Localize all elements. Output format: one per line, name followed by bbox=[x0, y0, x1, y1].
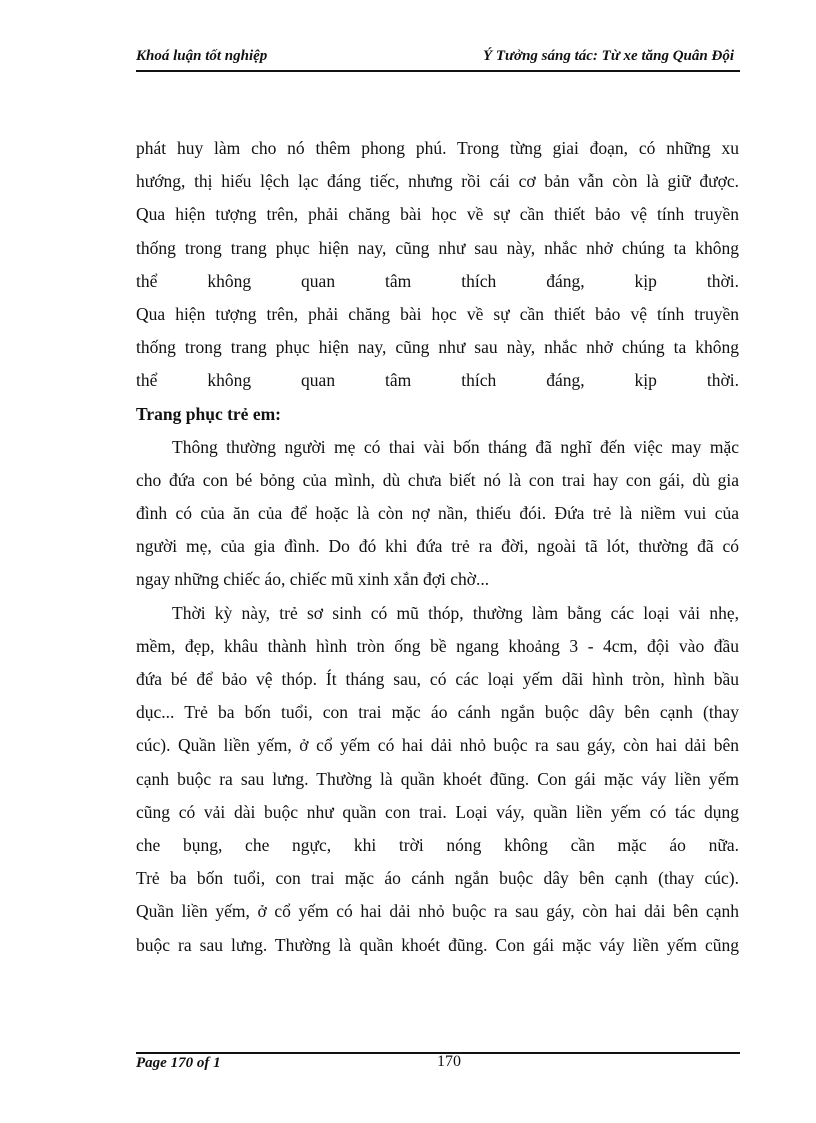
text-line: phát huy làm cho nó thêm phong phú. Trong từng giai đoạn, có những xu bbox=[136, 138, 739, 158]
text-line: Thông thường người mẹ có thai vài bốn tháng đã nghĩ đến việc may mặc bbox=[172, 436, 739, 457]
text-line: thống trong trang phục hiện nay, cũng như sau này, nhắc nhở chúng ta không bbox=[136, 337, 739, 358]
text-line: ngay những chiếc áo, chiếc mũ xinh xắn đợi chờ... bbox=[136, 569, 490, 590]
paragraph-2 bbox=[136, 431, 739, 597]
footer-page-number: 170 bbox=[437, 1053, 461, 1070]
text-line: đứa bé để bảo vệ thóp. Ít tháng sau, có các loại yếm dãi hình tròn, hình bầu bbox=[136, 669, 739, 689]
text-line: cho đứa con bé bỏng của mình, dù chưa biết nó là con trai hay con gái, dù gia bbox=[136, 469, 739, 490]
text-line: buộc ra sau lưng. Thường là quần khoét đũng. Con gái mặc váy liền yếm cũng bbox=[136, 934, 739, 955]
text-line: người mẹ, của gia đình. Do đó khi đứa trẻ ra đời, ngoài tã lót, thường đã có bbox=[136, 536, 739, 557]
text-line: đình có của ăn của để hoặc là còn nợ nần, thiếu đói. Đứa trẻ là niềm vui của bbox=[136, 503, 739, 524]
text-line: mềm, đẹp, khâu thành hình tròn ống bề ngang khoảng 3 - 4cm, đội vào đầu bbox=[136, 635, 739, 656]
footer-page-label: Page 170 of 1 bbox=[136, 1055, 221, 1071]
text-line: hướng, thị hiếu lệch lạc đáng tiếc, nhưng rồi cái cơ bản vẫn còn là giữ được. bbox=[136, 171, 739, 192]
text-line: cạnh buộc ra sau lưng. Thường là quần khoét đũng. Con gái mặc váy liền yếm bbox=[136, 768, 739, 789]
text-line: Thời kỳ này, trẻ sơ sinh có mũ thóp, thường làm bằng các loại vải nhẹ, bbox=[172, 602, 739, 623]
text-line: dục... Trẻ ba bốn tuổi, con trai mặc áo cánh ngắn buộc dây bên cạnh (thay bbox=[136, 702, 739, 723]
header-rule bbox=[136, 70, 740, 72]
header-left-title: Khoá luận tốt nghiệp bbox=[136, 48, 268, 64]
header-right-title: Ý Tưởng sáng tác: Từ xe tăng Quân Đội bbox=[482, 48, 734, 64]
text-line: thể không quan tâm thích đáng, kịp thời. bbox=[136, 270, 739, 291]
text-line: che bụng, che ngực, khi trời nóng không cần mặc áo nữa. bbox=[136, 834, 739, 855]
body-text bbox=[136, 132, 739, 962]
text-line: cúc). Quần liền yếm, ở cổ yếm có hai dải nhỏ buộc ra sau gáy, còn hai dải bên bbox=[136, 735, 739, 756]
paragraph-1 bbox=[136, 132, 739, 398]
text-line: Qua hiện tượng trên, phải chăng bài học về sự cần thiết bảo vệ tính truyền bbox=[136, 303, 739, 324]
paragraph-3 bbox=[136, 597, 739, 962]
page-header bbox=[136, 46, 740, 70]
text-line: Trẻ ba bốn tuổi, con trai mặc áo cánh ngắn buộc dây bên cạnh (thay cúc). bbox=[136, 868, 739, 889]
text-line: Qua hiện tượng trên, phải chăng bài học về sự cần thiết bảo vệ tính truyền bbox=[136, 204, 739, 225]
text-line: thống trong trang phục hiện nay, cũng như sau này, nhắc nhở chúng ta không bbox=[136, 237, 739, 258]
text-line: cũng có vải dài buộc như quần con trai. Loại váy, quần liền yếm có tác dụng bbox=[136, 801, 739, 822]
text-line: thể không quan tâm thích đáng, kịp thời. bbox=[136, 370, 739, 391]
text-line: Quần liền yếm, ở cổ yếm có hai dải nhỏ buộc ra sau gáy, còn hai dải bên cạnh bbox=[136, 901, 739, 922]
section-heading: Trang phục trẻ em: bbox=[136, 403, 281, 424]
